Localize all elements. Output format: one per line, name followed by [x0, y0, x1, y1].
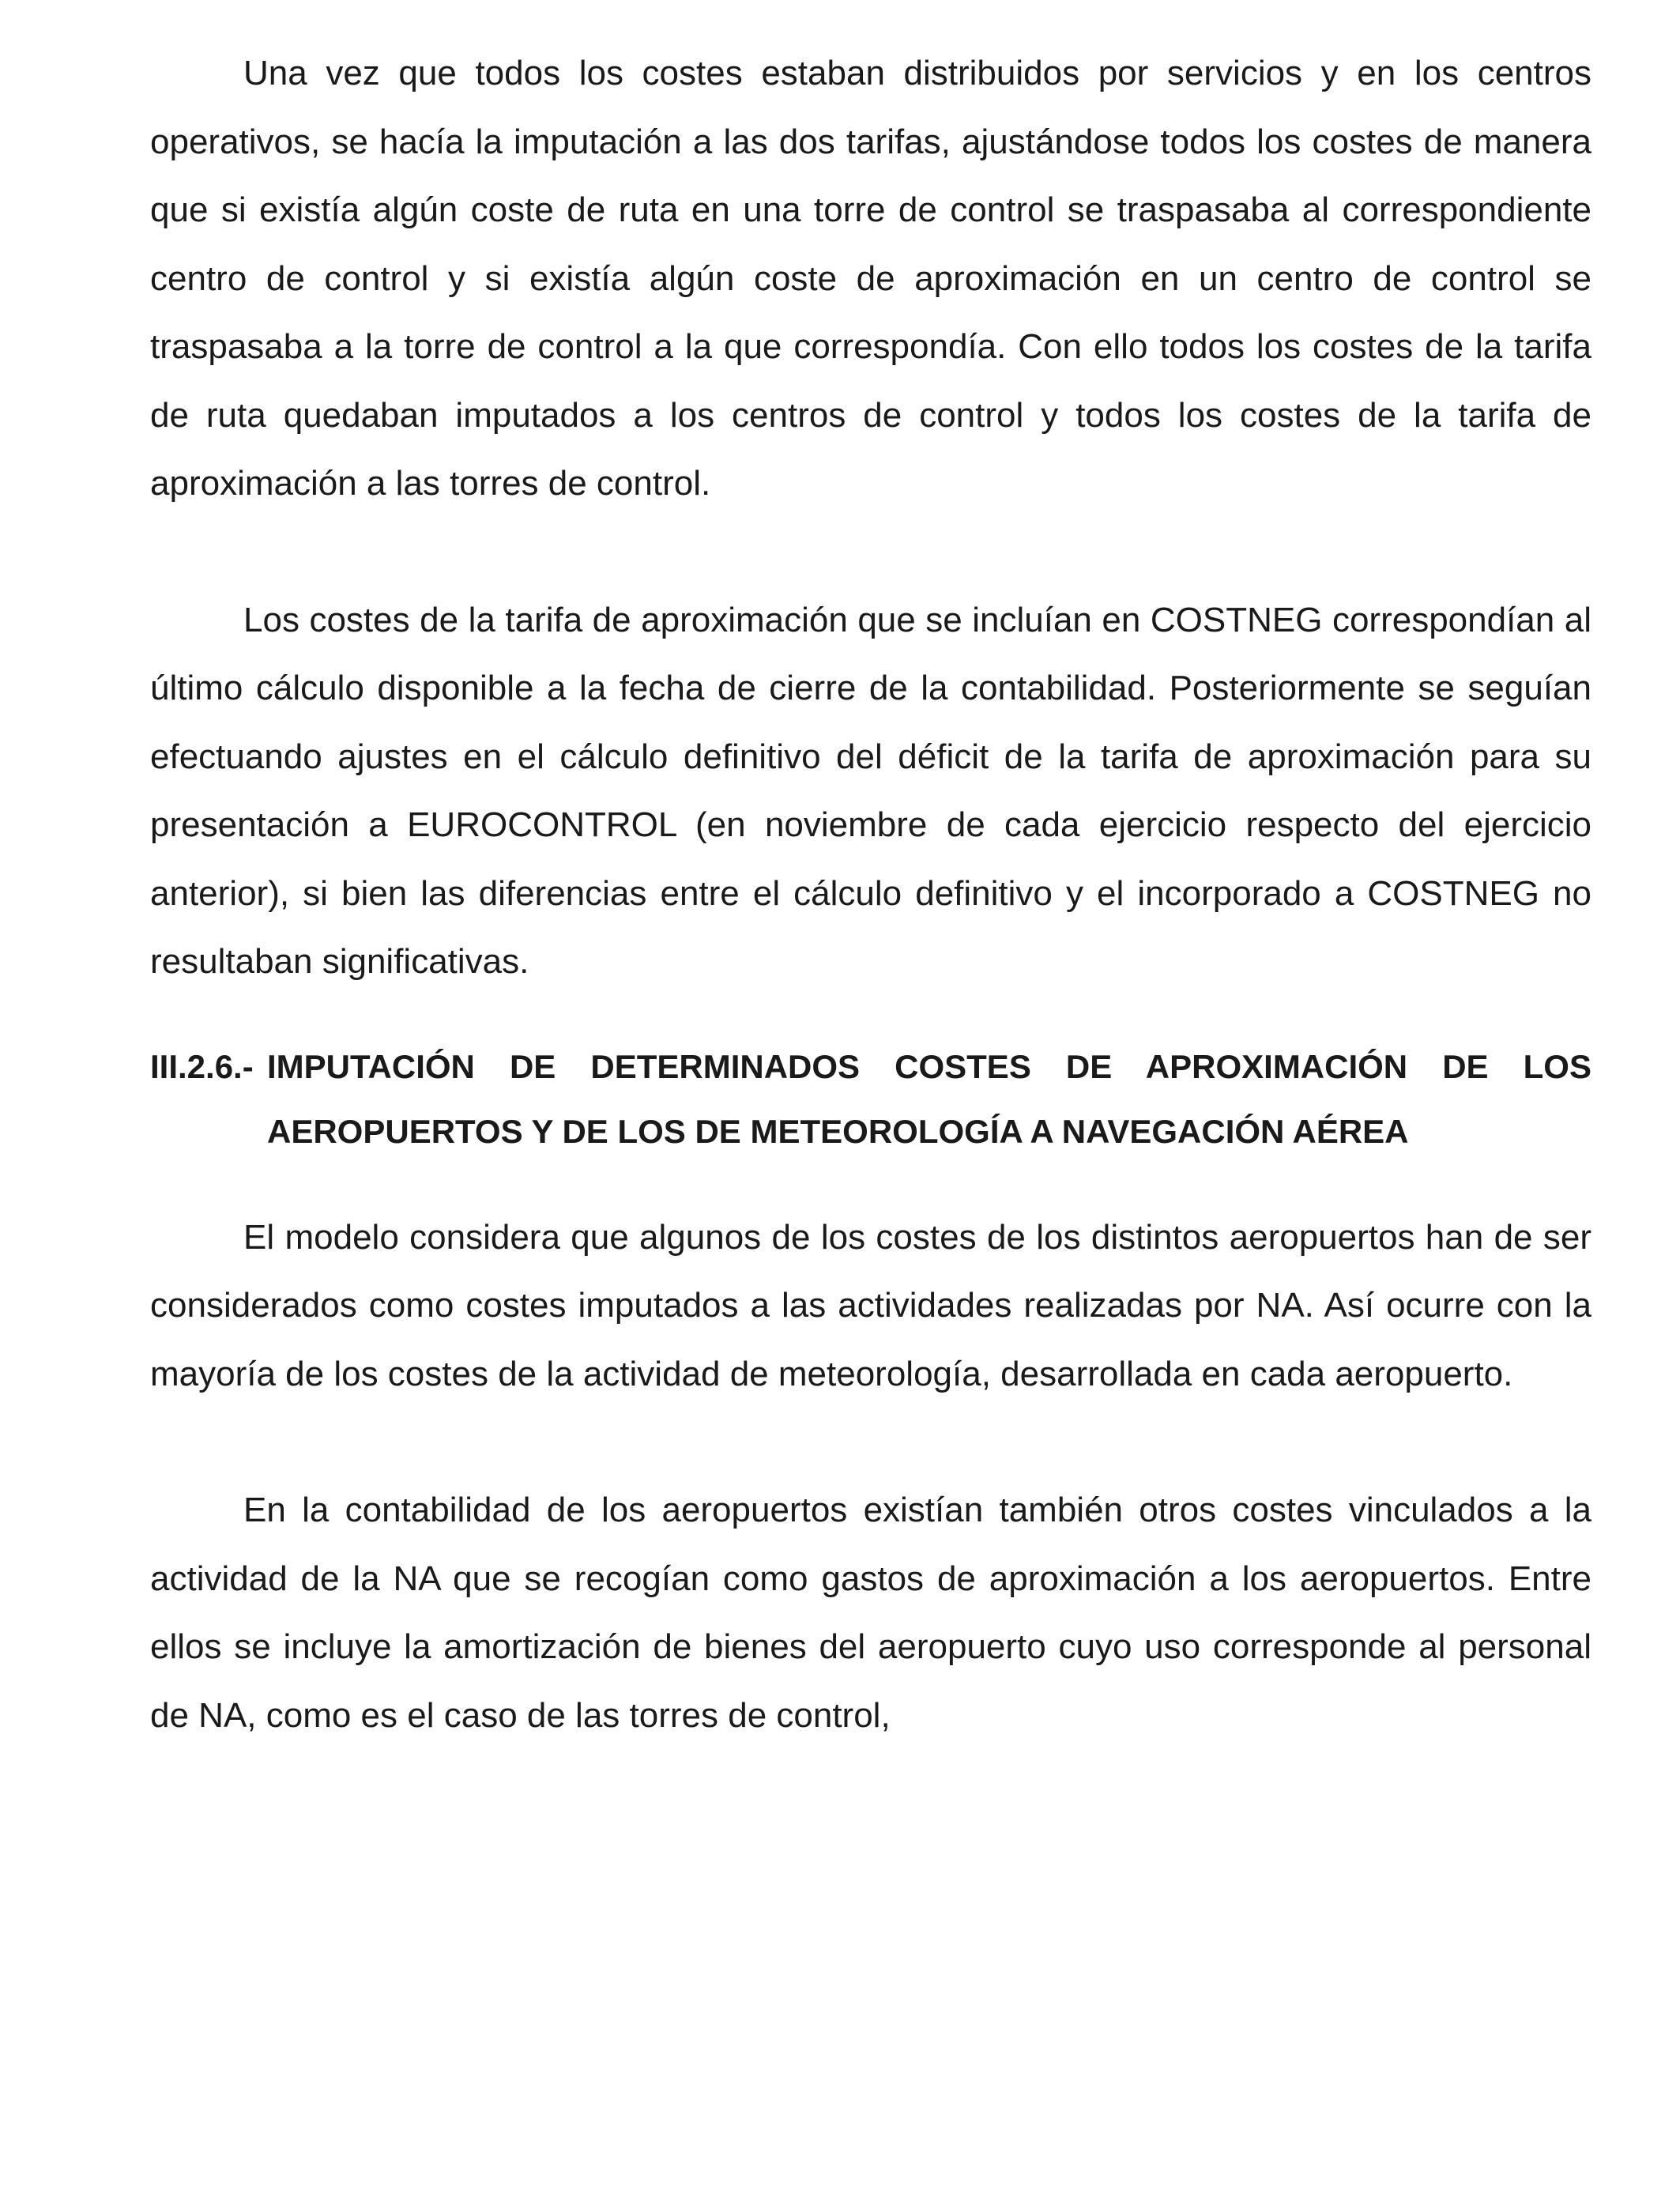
section-title: IMPUTACIÓN DE DETERMINADOS COSTES DE APROXIMACIÓN DE LOS AEROPUERTOS Y DE LOS DE METEOROLOGÍA A NAVEGACIÓN AÉREA	[267, 1047, 1591, 1150]
paragraph-airport-accounting: En la contabilidad de los aeropuertos existían también otros costes vinculados a la actividad de la NA que se recogían como gastos de aproximación a los aeropuertos. Entre ellos se incluye la amortización de bienes del aeropuerto cuyo uso corresponde al personal de NA, como es el caso de las torres de control,	[150, 1491, 1591, 1735]
section-heading	[150, 1035, 1591, 1164]
paragraph-cost-allocation: Una vez que todos los costes estaban distribuidos por servicios y en los centros operativos, se hacía la imputación a las dos tarifas, ajustándose todos los costes de manera que si existía algún coste de ruta en una torre de control se traspasaba al correspondiente centro de control y si existía algún coste de aproximación en un centro de control se traspasaba a la torre de control a la que correspondía. Con ello todos los costes de la tarifa de ruta quedaban imputados a los centros de control y todos los costes de la tarifa de aproximación a las torres de control.	[150, 54, 1591, 503]
paragraph-model-airport-costs: El modelo considera que algunos de los costes de los distintos aeropuertos han de ser considerados como costes imputados a las actividades realizadas por NA. Así ocurre con la mayoría de los costes de la actividad de meteorología, desarrollada en cada aeropuerto.	[150, 1217, 1591, 1393]
paragraph-approach-tariff: Los costes de la tarifa de aproximación que se incluían en COSTNEG correspondían al último cálculo disponible a la fecha de cierre de la contabilidad. Posteriormente se seguían efectuando ajustes en el cálculo definitivo del déficit de la tarifa de aproximación para su presentación a EUROCONTROL (en noviembre de cada ejercicio respecto del ejercicio anterior), si bien las diferencias entre el cálculo definitivo y el incorporado a COSTNEG no resultaban significativas.	[150, 600, 1591, 981]
document-page	[150, 40, 1591, 1750]
section-number: III.2.6.-	[150, 1047, 254, 1085]
